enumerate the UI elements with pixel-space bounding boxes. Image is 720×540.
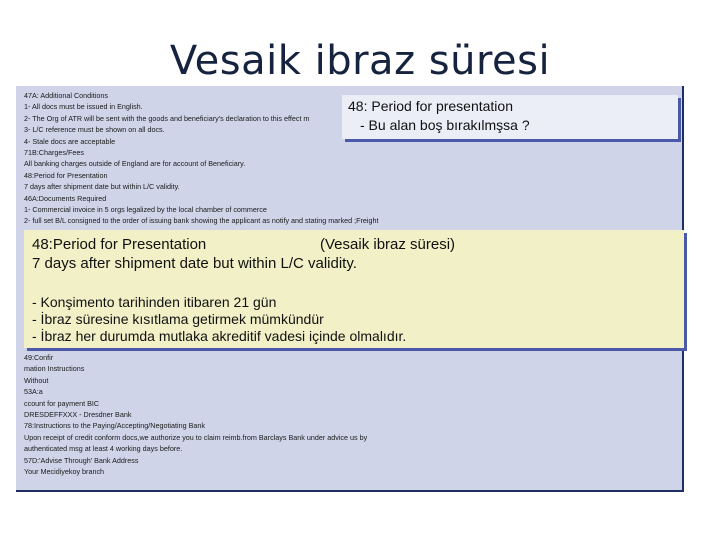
swift-message-lower bbox=[24, 352, 664, 477]
slide-title: Vesaik ibraz süresi bbox=[169, 38, 551, 84]
callout-field-heading: 48:Period for Presentation bbox=[32, 236, 207, 253]
doc-line: DRESDEFFXXX - Dresdner Bank bbox=[24, 409, 132, 419]
doc-line: 7 days after shipment date but within L/C validity. bbox=[24, 182, 180, 192]
doc-line: ccount for payment BIC bbox=[24, 398, 100, 408]
doc-line: 57D:'Advise Through' Bank Address bbox=[24, 455, 139, 465]
doc-line: 4- Stale docs are acceptable bbox=[24, 136, 116, 146]
callout-question: - Bu alan boş bırakılmşsa ? bbox=[360, 117, 530, 133]
doc-line: Upon receipt of credit conform docs,we authorize you to claim reimb.from Barclays Bank under advice us by bbox=[24, 432, 368, 442]
doc-line: mation Instructions bbox=[24, 364, 85, 374]
doc-line: 48:Period for Presentation bbox=[24, 170, 108, 180]
doc-line: 49:Confir bbox=[24, 353, 54, 362]
doc-line: 71B:Charges/Fees bbox=[24, 147, 84, 157]
doc-line: 78:Instructions to the Paying/Accepting/Negotiating Bank bbox=[24, 421, 205, 431]
callout-bullet: - İbraz her durumda mutlaka akreditif vadesi içinde olmalıdır. bbox=[32, 328, 407, 344]
callout-field-heading-tr: (Vesaik ibraz süresi) bbox=[320, 236, 456, 253]
period-question-callout bbox=[342, 95, 678, 139]
doc-line: 1- Commercial invoice in 5 orgs legalized by the local chamber of commerce bbox=[24, 204, 267, 214]
doc-line: 2- The Org of ATR will be sent with the goods and beneficiary's declaration to this effect m bbox=[24, 113, 310, 123]
callout-field-value: 7 days after shipment date but within L/C validity. bbox=[32, 255, 357, 272]
doc-line: Your Mecidiyekoy branch bbox=[24, 466, 105, 476]
doc-line: 53A:a bbox=[24, 387, 43, 397]
period-explanation-callout bbox=[24, 230, 684, 348]
doc-line: 3- L/C reference must be shown on all docs. bbox=[24, 125, 165, 135]
callout-bullet: - Konşimento tarihinden itibaren 21 gün bbox=[32, 294, 277, 310]
doc-line: 47A: Additional Conditions bbox=[24, 91, 108, 100]
callout-heading: 48: Period for presentation bbox=[348, 98, 513, 114]
callout-bullet: - İbraz süresine kısıtlama getirmek mümkündür bbox=[32, 311, 324, 327]
doc-line: 46A:Documents Required bbox=[24, 193, 107, 203]
doc-line: 1- All docs must be issued in English. bbox=[24, 102, 143, 112]
doc-line: Without bbox=[24, 375, 49, 385]
doc-line: 2- full set B/L consigned to the order of issuing bank showing the applicant as notify and stating marked ;Freight bbox=[24, 216, 379, 226]
doc-line: All banking charges outside of England are for account of Beneficiary. bbox=[24, 159, 246, 169]
doc-line: authenticated msg at least 4 working days before. bbox=[24, 444, 183, 454]
